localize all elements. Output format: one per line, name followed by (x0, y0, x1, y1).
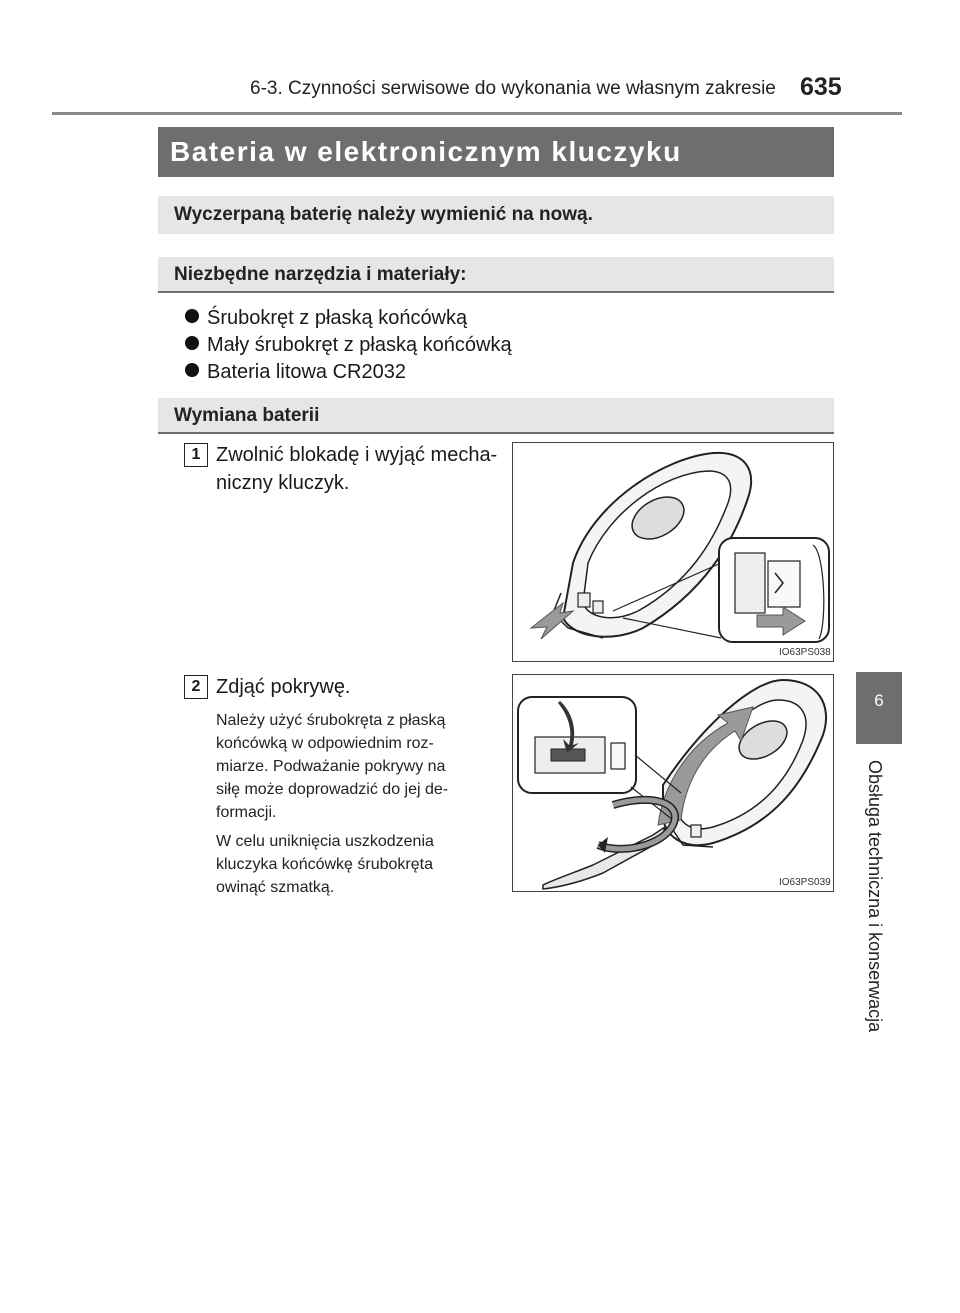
chapter-label: Obsługa techniczna i konserwacja (865, 760, 885, 1033)
list-item: Śrubokręt z płaską końcówką (185, 307, 467, 330)
page-title: Bateria w elektronicznym kluczyku (158, 127, 834, 177)
figure-code: IO63PS039 (779, 877, 831, 888)
header-rule (52, 112, 902, 115)
page-number: 635 (800, 73, 842, 101)
list-item: Mały śrubokręt z płaską końcówką (185, 334, 512, 357)
bullet-icon (185, 363, 199, 377)
running-header: 6-3. Czynności serwisowe do wykonania we własnym zakresie (250, 78, 776, 99)
step-1-text: Zwolnić blokadę i wyjąć mecha- niczny kluczyk. (216, 444, 498, 494)
figure-code: IO63PS038 (779, 647, 831, 658)
step-number-2: 2 (184, 675, 208, 699)
replacement-heading: Wymiana baterii (158, 398, 834, 434)
key-release-illustration (513, 443, 833, 661)
bullet-icon (185, 309, 199, 323)
lead-text: Wyczerpaną baterię należy wymienić na nową. (158, 196, 834, 234)
figure-step-1 (512, 442, 834, 662)
tools-heading: Niezbędne narzędzia i materiały: (158, 257, 834, 293)
step-2-text: Zdjąć pokrywę. (216, 676, 351, 698)
chapter-tab[interactable]: 6 (856, 672, 902, 744)
step-2-note-2: W celu uniknięcia uszkodzenia kluczyka końcówkę śrubokręta owinąć szmatką. (216, 833, 434, 896)
bullet-icon (185, 336, 199, 350)
step-2-note-1: Należy użyć śrubokręta z płaską końcówką w odpowiednim roz- miarze. Podważanie pokrywy na siłę może doprowadzić do jej de- formacji. (216, 712, 449, 821)
figure-step-2 (512, 674, 834, 892)
cover-removal-illustration (513, 675, 833, 891)
list-item: Bateria litowa CR2032 (185, 361, 406, 384)
step-number-1: 1 (184, 443, 208, 467)
